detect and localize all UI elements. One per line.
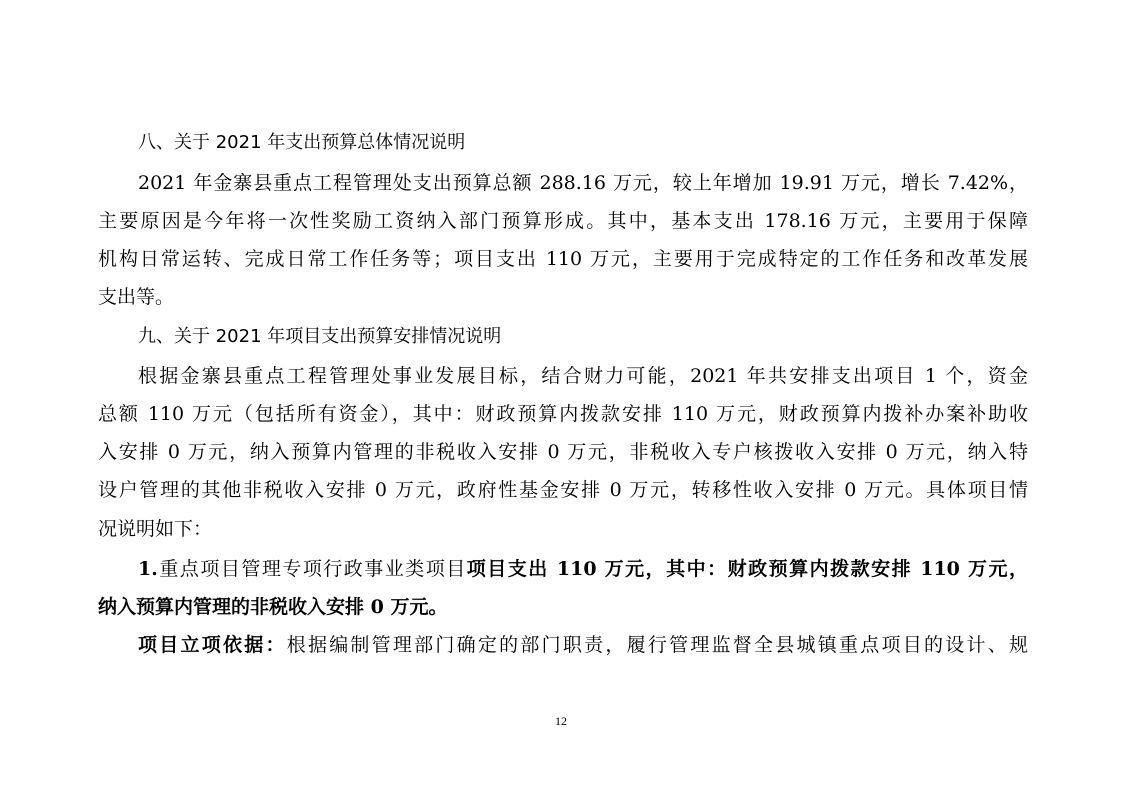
project-amount-summary: 项目支出 110 万元，其中：财政预算内拨款安排 110 万元， [466,558,1028,580]
section-9-paragraph-line: 入安排 0 万元，纳入预算内管理的非税收入安排 0 万元，非税收入专户核拨收入安排 0 万元，纳入特 [98,441,1028,463]
section-8-paragraph-line: 2021 年金寨县重点工程管理处支出预算总额 288.16 万元，较上年增加 19.91 万元，增长 7.42%， [138,172,1028,194]
section-8-paragraph-line: 主要原因是今年将一次性奖励工资纳入部门预算形成。其中，基本支出 178.16 万元，主要用于保障 [98,210,1028,232]
section-9-paragraph-line: 根据金寨县重点工程管理处事业发展目标，结合财力可能，2021 年共安排支出项目 1 个，资金 [138,365,1028,387]
project-basis-label: 项目立项依据： [138,634,287,656]
section-8-paragraph-line: 机构日常运转、完成日常工作任务等；项目支出 110 万元，主要用于完成特定的工作任务和改革发展 [98,248,1028,270]
section-9-paragraph-line: 设户管理的其他非税收入安排 0 万元，政府性基金安排 0 万元，转移性收入安排 0 万元。具体项目情 [98,479,1028,501]
section-8-heading: 八、关于 2021 年支出预算总体情况说明 [138,132,466,153]
item-number: 1. [138,558,158,580]
project-item-1-continuation: 纳入预算内管理的非税收入安排 0 万元。 [98,596,448,618]
project-basis-text: 根据编制管理部门确定的部门职责，履行管理监督全县城镇重点项目的设计、规 [286,634,1028,656]
page-number: 12 [555,714,567,728]
project-item-1 [138,557,1028,581]
section-9-paragraph-line: 总额 110 万元（包括所有资金），其中：财政预算内拨款安排 110 万元，财政预算内拨补办案补助收 [98,403,1028,425]
project-name: 重点项目管理专项行政事业类项目 [157,558,467,580]
project-basis [138,633,1028,657]
section-9-paragraph-line: 况说明如下： [98,518,213,540]
section-9-heading: 九、关于 2021 年项目支出预算安排情况说明 [138,326,502,347]
section-8-paragraph-line: 支出等。 [98,286,175,308]
